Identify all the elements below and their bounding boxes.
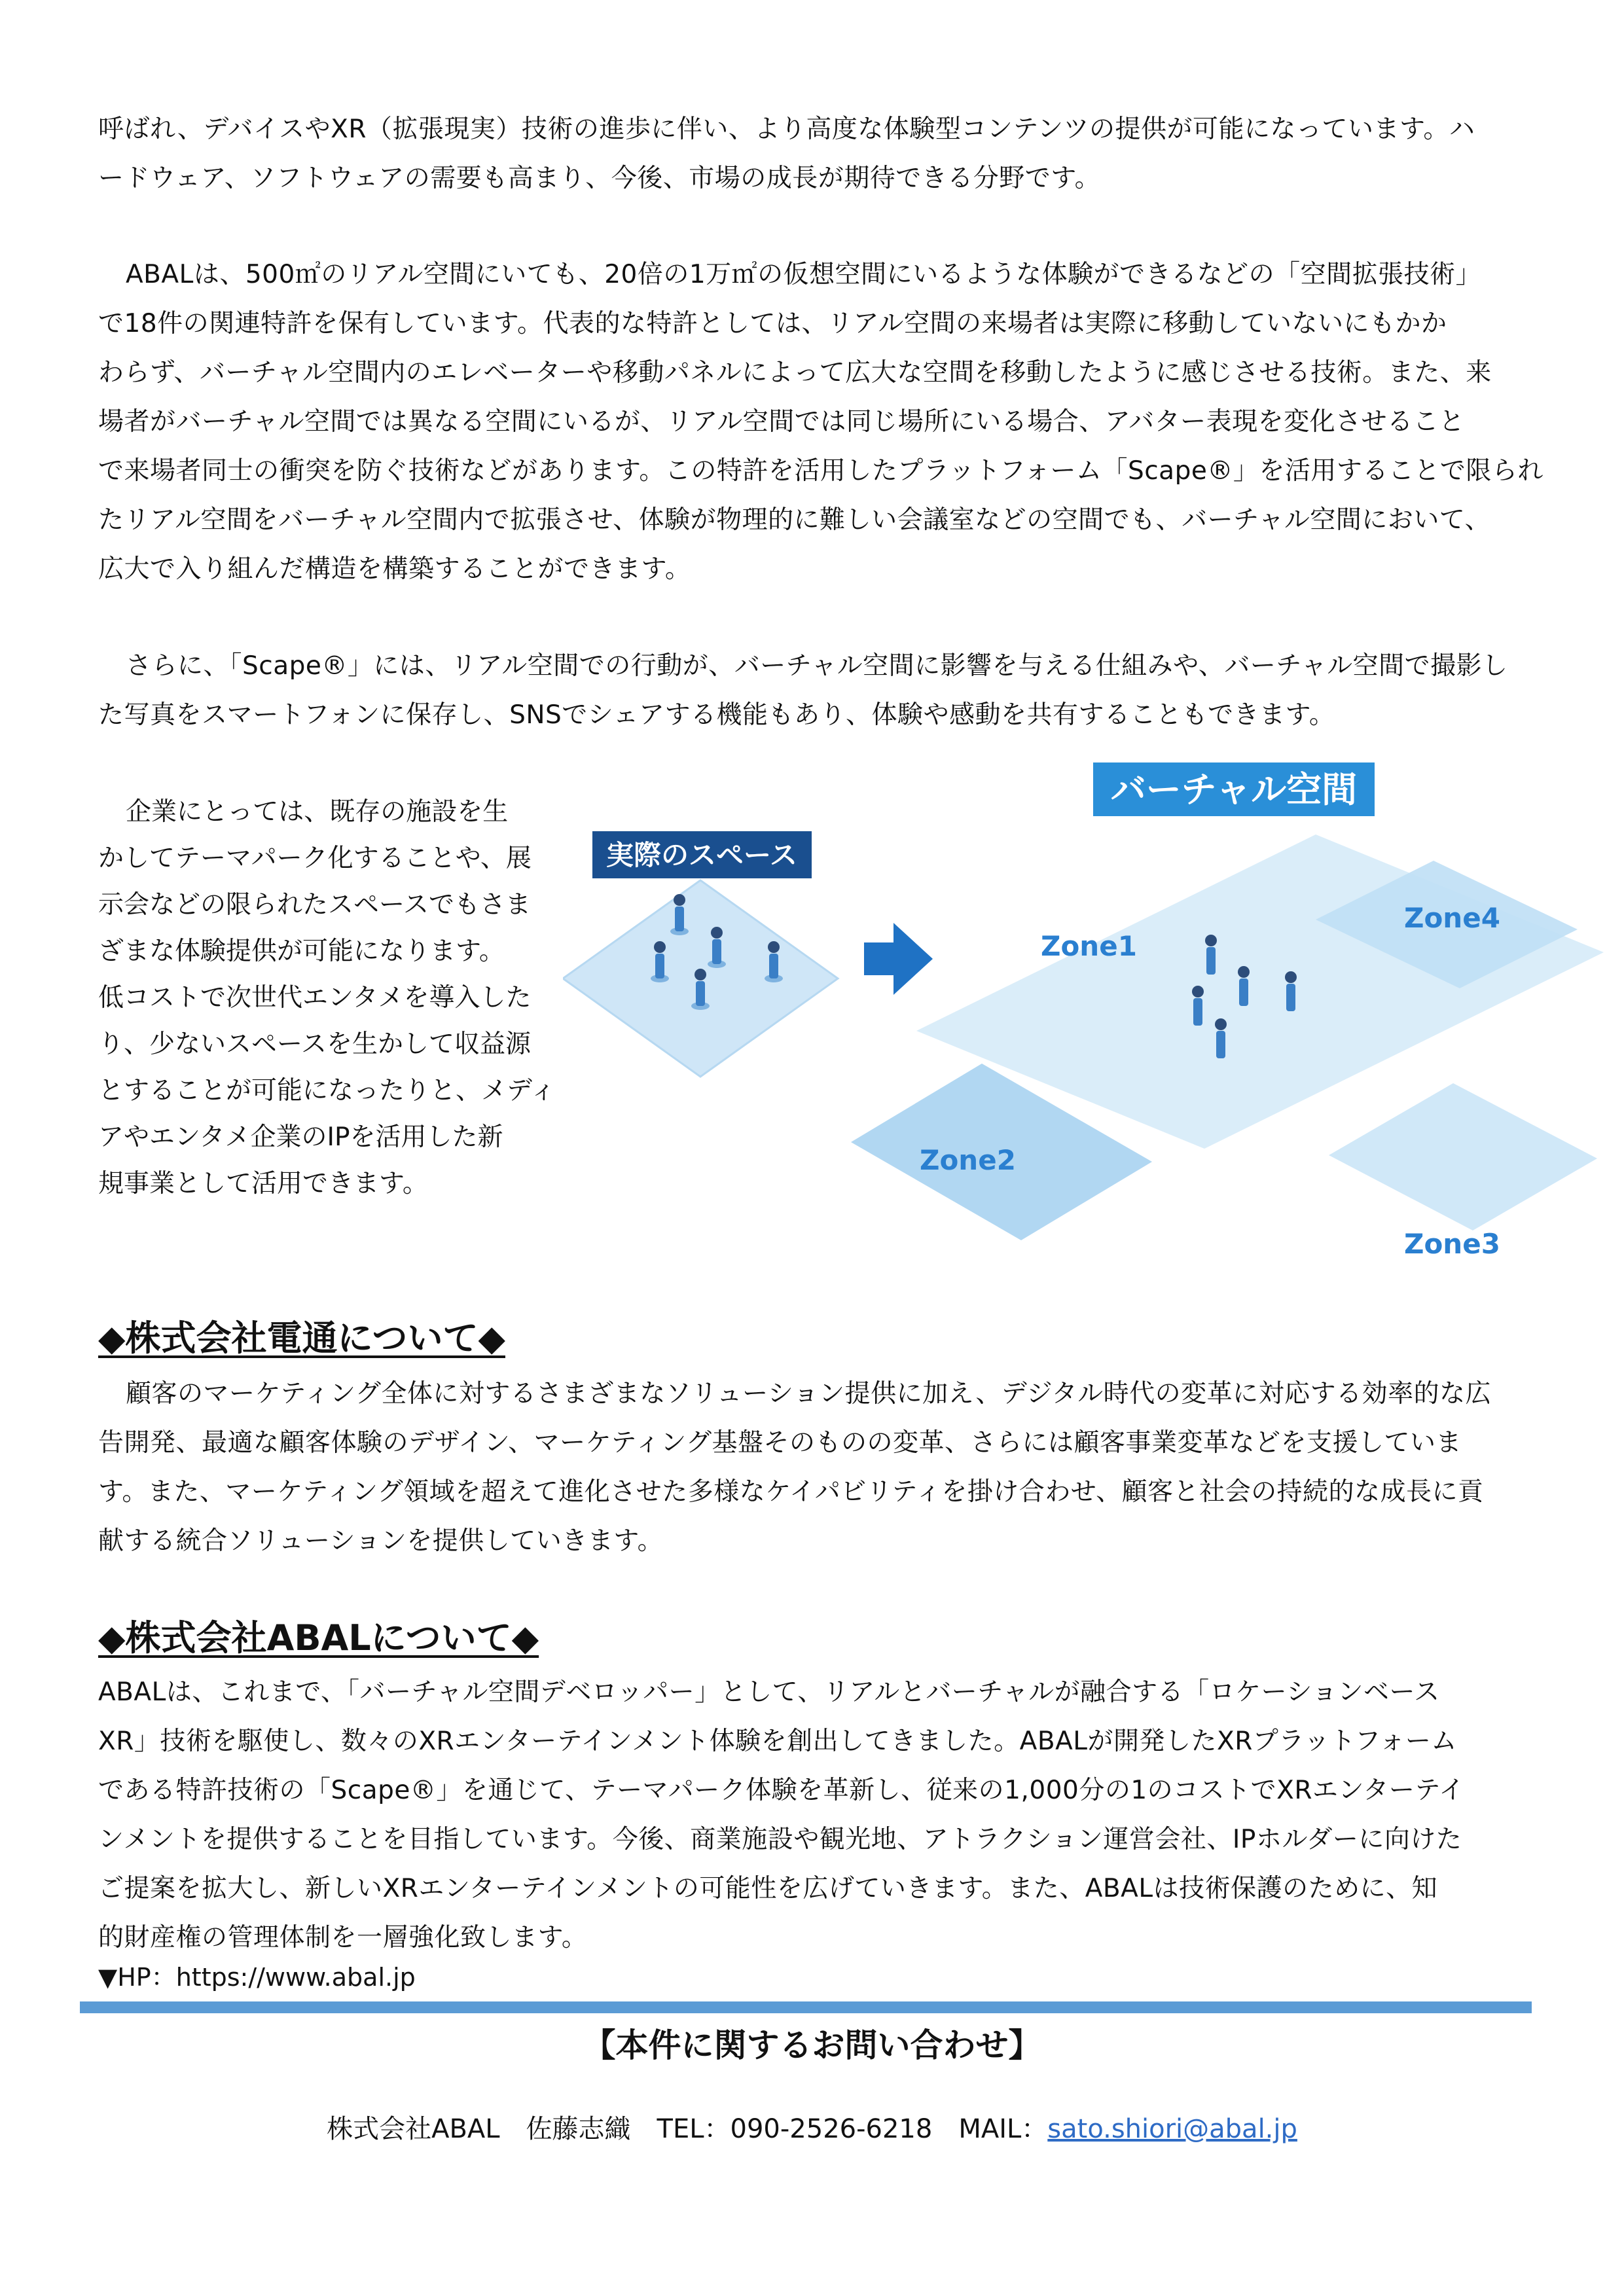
zone3-label: Zone3 — [1404, 1228, 1500, 1260]
text-line: ざまな体験提供が可能になります。 — [98, 937, 505, 966]
text-line: 広大で入り組んだ構造を構築することができます。 — [98, 554, 691, 584]
text-line: で来場者同士の衝突を防ぐ技術などがあります。この特許を活用したプラットフォーム「Scape®」を活用することで限られ — [98, 456, 1543, 486]
text-line: である特許技術の「Scape®」を通じて、テーマパーク体験を革新し、従来の1,000分の1のコストでXRエンターテイ — [98, 1776, 1465, 1805]
text-line: さらに、「Scape®」には、リアル空間での行動が、バーチャル空間に影響を与える仕組みや、バーチャル空間で撮影し — [126, 651, 1508, 681]
contact-details: 株式会社ABAL 佐藤志織 TEL：090-2526-6218 MAIL： — [327, 2114, 1048, 2144]
virtual-space-label: バーチャル空間 — [1110, 769, 1358, 810]
real-space-label: 実際のスペース — [606, 839, 797, 871]
text-line: かしてテーマパーク化することや、展 — [98, 844, 532, 873]
person-icon — [1285, 971, 1297, 1011]
contact-title: 【本件に関するお問い合わせ】 — [583, 2026, 1041, 2064]
email-link[interactable]: sato.shiori@abal.jp — [1047, 2114, 1297, 2144]
text-line: 企業にとっては、既存の施設を生 — [126, 797, 509, 827]
text-line: アやエンタメ企業のIPを活用した新 — [98, 1122, 503, 1152]
dentsu-paragraph — [98, 1369, 1538, 1566]
intro-paragraph — [98, 105, 1538, 203]
person-icon — [1238, 966, 1250, 1006]
text-line: ABALは、これまで、「バーチャル空間デベロッパー」として、リアルとバーチャルが融合する「ロケーションベース — [98, 1677, 1440, 1707]
text-line: わらず、バーチャル空間内のエレベーターや移動パネルによって広大な空間を移動したように感じさせる技術。また、来 — [98, 358, 1492, 387]
text-line: で18件の関連特許を保有しています。代表的な特許としては、リアル空間の来場者は実際に移動していないにもかか — [98, 309, 1447, 338]
text-line: 低コストで次世代エンタメを導入した — [98, 983, 532, 1013]
zone4-label: Zone4 — [1404, 902, 1500, 934]
abal-heading: ◆株式会社ABALについて◆ — [98, 1617, 539, 1659]
dentsu-heading: ◆株式会社電通について◆ — [98, 1318, 505, 1359]
text-line: 献する統合ソリューションを提供していきます。 — [98, 1526, 664, 1556]
text-line: り、少ないスペースを生かして収益源 — [98, 1030, 532, 1059]
text-line: 場者がバーチャル空間では異なる空間にいるが、リアル空間では同じ場所にいる場合、アバター表現を変化させること — [98, 407, 1465, 437]
text-line: 規事業として活用できます。 — [98, 1169, 428, 1198]
homepage-link[interactable]: ▼HP：https://www.abal.jp — [98, 1963, 416, 1992]
text-line: す。また、マーケティング領域を超えて進化させた多様なケイパビリティを掛け合わせ、顧客と社会の持続的な成長に貢 — [98, 1477, 1484, 1507]
text-line: 告開発、最適な顧客体験のデザイン、マーケティング基盤そのものの変革、さらには顧客事業変革などを支援していま — [98, 1428, 1462, 1458]
section-divider — [80, 2001, 1532, 2013]
person-icon — [1215, 1018, 1227, 1058]
arrow-icon — [864, 923, 933, 995]
text-line: 呼ばれ、デバイスやXR（拡張現実）技術の進歩に伴い、より高度な体験型コンテンツの提供が可能になっています。ハ — [98, 115, 1475, 144]
text-line: ご提案を拡大し、新しいXRエンターテインメントの可能性を広げていきます。また、ABALは技術保護のために、知 — [98, 1874, 1438, 1903]
zone1-label: Zone1 — [1041, 930, 1137, 962]
abal-paragraph — [98, 1668, 1538, 1962]
text-line: 的財産権の管理体制を一層強化致します。 — [98, 1923, 588, 1952]
person-icon — [1205, 935, 1217, 975]
contact-info — [0, 2111, 1624, 2147]
scape-paragraph — [98, 641, 1538, 740]
text-line: ンメントを提供することを目指しています。今後、商業施設や観光地、アトラクション運営会社、IPホルダーに向けた — [98, 1825, 1462, 1854]
zone3-floor — [1329, 1083, 1597, 1230]
business-paragraph — [98, 789, 556, 1207]
text-line: とすることが可能になったりと、メディ — [98, 1076, 556, 1105]
text-line: ードウェア、ソフトウェアの需要も高まり、今後、市場の成長が期待できる分野です。 — [98, 164, 1101, 193]
space-expansion-illustration — [563, 756, 1610, 1280]
text-line: ABALは、500㎡のリアル空間にいても、20倍の1万㎡の仮想空間にいるような体験ができるなどの「空間拡張技術」 — [126, 260, 1482, 289]
text-line: XR」技術を駆使し、数々のXRエンターテインメント体験を創出してきました。ABALが開発したXRプラットフォーム — [98, 1727, 1457, 1756]
tech-paragraph — [98, 250, 1543, 594]
text-line: 顧客のマーケティング全体に対するさまざまなソリューション提供に加え、デジタル時代の変革に対応する効率的な広 — [126, 1379, 1492, 1408]
text-line: 示会などの限られたスペースでもさま — [98, 890, 532, 920]
zone2-label: Zone2 — [920, 1144, 1016, 1176]
person-icon — [1192, 986, 1204, 1026]
text-line: たリアル空間をバーチャル空間内で拡張させ、体験が物理的に難しい会議室などの空間でも、バーチャル空間において、 — [98, 505, 1491, 535]
text-line: た写真をスマートフォンに保存し、SNSでシェアする機能もあり、体験や感動を共有することもできます。 — [98, 700, 1335, 730]
